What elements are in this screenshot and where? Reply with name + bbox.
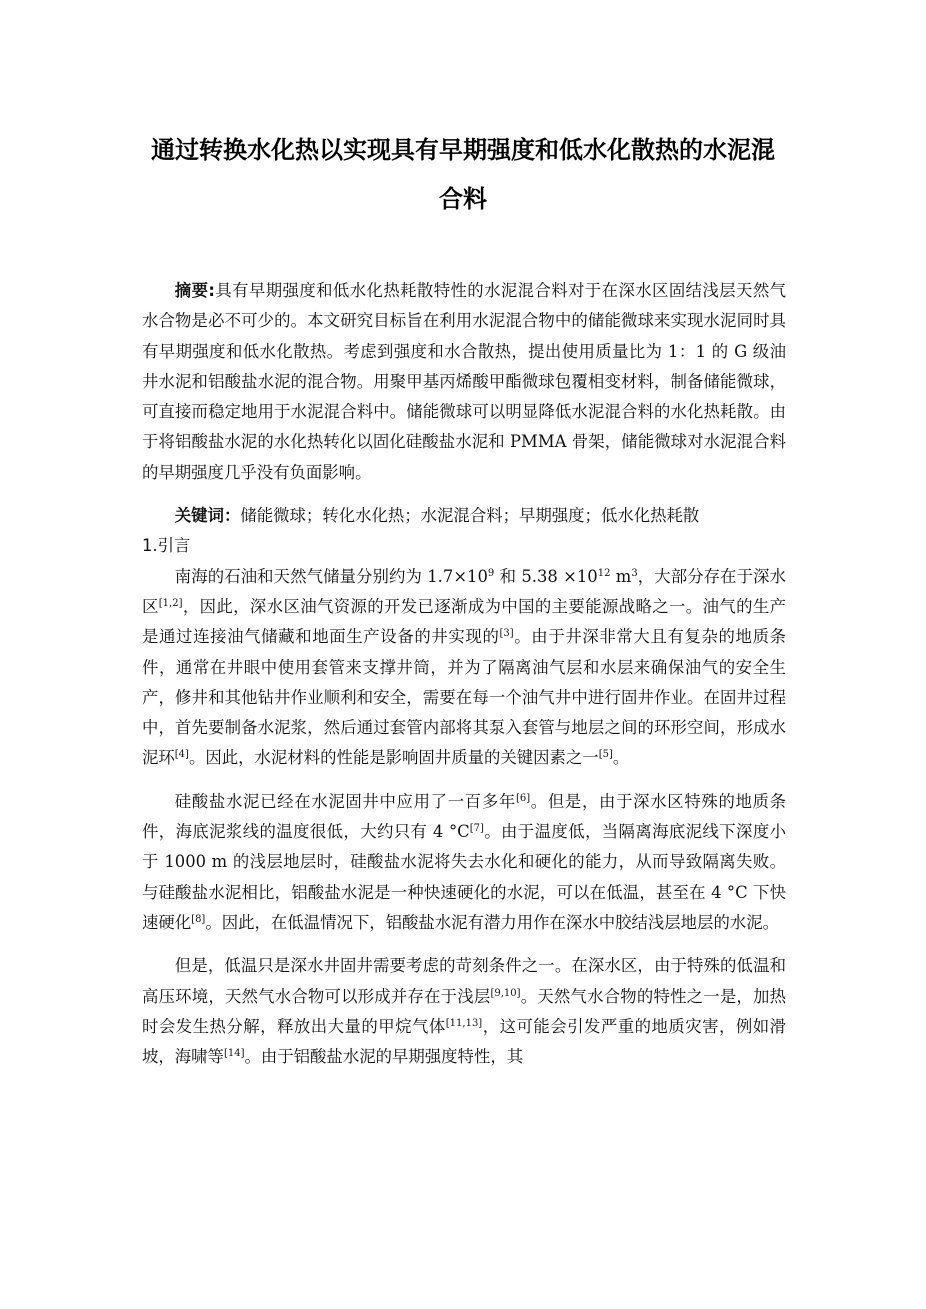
text-run: 。天然气水合物的特性之一是，加热时会发生热分解，释放出大量的甲烷气体 [142, 986, 787, 1036]
exponent: 3 [631, 567, 638, 579]
citation: [11,13] [445, 1017, 483, 1029]
keywords-paragraph [142, 501, 786, 531]
text-run: 。 [612, 748, 630, 768]
text-run: 。但是，由于深水区特殊的地质条件，海底泥浆线的温度很低，大约只有 4 °C [142, 791, 787, 842]
citation: [8] [191, 913, 206, 925]
paper-title: 通过转换水化热以实现具有早期强度和低水化散热的水泥混合料 [151, 136, 775, 213]
citation: [14] [223, 1048, 245, 1060]
intro-paragraph-1 [142, 562, 786, 774]
text-run: m [610, 566, 632, 586]
abstract-label: 摘要: [174, 281, 215, 300]
text-run: 南海的石油和天然气储量分别约为 1.7×10 [174, 566, 488, 586]
exponent: 12 [597, 567, 611, 579]
text-run: 。由于井深非常大且有复杂的地质条件，通常在井眼中使用套管来支撑井筒，并为了隔离油气层和水层来确保油气的安全生产，修井和其他钻井作业顺利和安全，需要在每一个油气井中进行固井作业。在固井过程中，首先要制备水泥浆，然后通过套管内部将其泵入套管与地层之间的环形空间，形成水泥环 [142, 627, 786, 768]
keywords-label: 关键词： [174, 506, 241, 526]
citation: [7] [469, 823, 484, 835]
citation: [4] [174, 749, 189, 761]
text-run: 硅酸盐水泥已经在水泥固井中应用了一百多年 [174, 791, 516, 811]
text-run: 。因此，在低温情况下，铝酸盐水泥有潜力用作在深水中胶结浅层地层的水泥。 [205, 912, 780, 932]
citation: [6] [515, 792, 531, 804]
text-run: ，大部分存在于深水区 [142, 566, 786, 616]
text-run: 和 5.38 ×10 [494, 566, 598, 586]
text-run: ，因此，深水区油气资源的开发已逐渐成为中国的主要能源战略之一。油气的生产是通过连接油气储藏和地面生产设备的井实现的 [142, 596, 786, 647]
text-run: ，这可能会引发严重的地质灾害，例如滑坡，海啸等 [142, 1016, 786, 1067]
intro-paragraph-3 [142, 951, 786, 1072]
intro-paragraph-2 [142, 787, 786, 938]
text-run: 。由于温度低，当隔离海底泥线下深度小于 1000 m 的浅层地层时，硅酸盐水泥将失去水化和硬化的能力，从而导致隔离失败。与硅酸盐水泥相比，铝酸盐水泥是一种快速硬化的水泥，可以在低温，甚至在 4 °C 下快速硬化 [142, 822, 786, 932]
exponent: 9 [487, 567, 495, 579]
text-run: 。因此，水泥材料的性能是影响固井质量的关键因素之一 [188, 748, 599, 768]
paper-body [142, 276, 786, 1072]
citation: [9,10] [490, 987, 521, 999]
text-run: 。由于铝酸盐水泥的早期强度特性，其 [244, 1047, 524, 1067]
abstract-paragraph [142, 276, 786, 488]
citation: [3] [499, 628, 514, 640]
citation: [5] [598, 749, 613, 761]
keywords-text: 储能微球；转化水化热；水泥混合料；早期强度；低水化热耗散 [240, 506, 700, 526]
citation: [1,2] [158, 597, 183, 609]
section-heading: 1.引言 [142, 536, 191, 556]
abstract-text: 具有早期强度和低水化热耗散特性的水泥混合料对于在深水区固结浅层天然气水合物是必不可少的。本文研究目标旨在利用水泥混合物中的储能微球来实现水泥同时具有早期强度和低水化散热。考虑到强度和水合散热，提出使用质量比为 1：1 的 G 级油井水泥和铝酸盐水泥的混合物。用聚甲基丙烯酸甲酯微球包覆相变材料，制备储能微球，可直接而稳定地用于水泥混合料中。储能微球可以明显降低水泥混合料的水化热耗散。由于将铝酸盐水泥的水化热转化以固化硅酸盐水泥和 PMMA 骨架，储能微球对水泥混合料的早期强度几乎没有负面影响。 [142, 281, 787, 482]
text-run: 但是，低温只是深水井固井需要考虑的苛刻条件之一。在深水区，由于特殊的低温和高压环境，天然气水合物可以形成并存在于浅层 [142, 956, 786, 1006]
